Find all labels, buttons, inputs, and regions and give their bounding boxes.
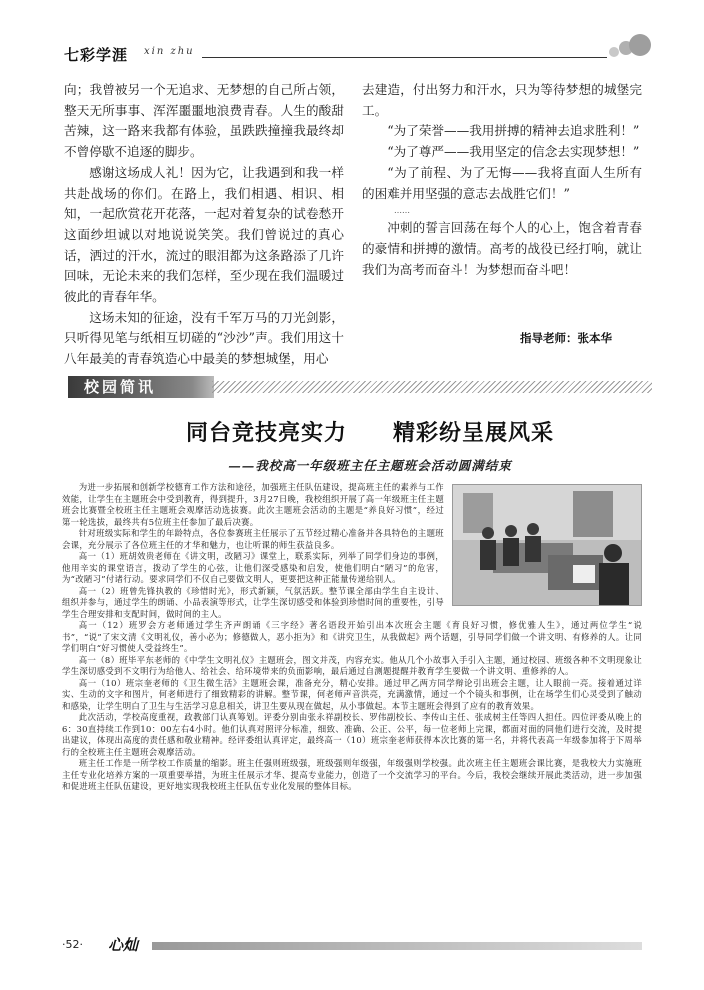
essay-paragraph: 冲刺的誓言回荡在每个人的心上，饱含着青春的豪情和拼搏的激情。高考的战役已经打响，就让我们为高考而奋斗！为梦想而奋斗吧！	[362, 220, 642, 277]
news-section-label: 校园简讯	[68, 376, 214, 398]
meeting-photo-image	[453, 485, 641, 605]
news-paragraph: 高一（8）班毕平东老师的《中学生文明礼仪》主题班会，图文并茂，内容充实。他从几个小故事入手引入主题，通过校园、班级各种不文明现象让学生深切感受到不文明行为给他人、给社会、给环境带来的负面影响，最后通过自测题提醒并教育学生要做一个讲文明、重修养的人。	[62, 654, 642, 676]
header-rule	[202, 57, 607, 58]
news-paragraph: 针对班级实际和学生的年龄特点，各位参赛班主任展示了五节经过精心准备并各具特色的主题班会课，充分展示了各位班主任的才华和魅力，也让听课的师生获益良多。	[62, 528, 444, 550]
news-paragraph: 此次活动，学校高度重视，政教部门认真筹划。评委分别由张永祥副校长、罗伟副校长、李传山主任、张成树主任等四人担任。四位评委从晚上的6：30直持续工作到10：00左右4小时。他们认真对照评分标准，细致、准确、公正、公平，每一位老师上完课，都面对面的同他们进行交流，及时提出建议，体现出高度的责任感和敬业精神。经评委组认真评定，最终高一（10）班宗奎老师获得本次比赛的第一名，并将代表高一年级参加将于下周举行的全校班主任主题班会观摩活动。	[62, 712, 642, 757]
footer-rule	[152, 942, 642, 950]
news-section-bar	[62, 374, 652, 400]
decorative-stripes	[212, 381, 652, 393]
news-paragraph: 高一（2）班曾先锋执教的《珍惜时光》，形式新颖，气氛活跃。整节课全部由学生自主设计、组织并参与，通过学生的朗诵、小品表演等形式，让学生深切感受和体验到珍惜时间的重要性，引导学生合理安排和支配时间，做时间的主人。	[62, 585, 444, 619]
essay-paragraph: “为了荣誉——我用拼搏的精神去追求胜利！”	[387, 123, 640, 139]
news-subheadline: ——我校高一年级班主任主题班会活动圆满结束	[228, 458, 512, 473]
news-headline: 同台竞技亮实力 精彩纷呈展风采	[185, 420, 554, 446]
teacher-signature: 指导老师：张本华	[520, 331, 612, 345]
essay-paragraph: 感谢这场成人礼！因为它，让我遇到和我一样共赴战场的你们。在路上，我们相遇、相识、相知，一起欣赏花开花落，一起对着复杂的试卷愁开这面纱坦诚以对地说说笑笑。我们曾说过的真心话，洒过的汗水，流过的眼泪都为这条路添了几许回味，无论未来的我们怎样，至少现在我们温暖过彼此的青春年华。	[64, 164, 344, 305]
essay-right-column	[362, 80, 642, 280]
page-header	[62, 30, 652, 70]
essay-paragraph: 向；我曾被另一个无追求、无梦想的自己所占领，整天无所事事、浑浑噩噩地浪费青春。人生的酸甜苦辣，这一路来我都有体验，虽跌跌撞撞我最终却不曾停歇不追逐的脚步。	[64, 82, 344, 160]
essay-separator: ……	[394, 206, 410, 216]
news-paragraph: 为进一步拓展和创新学校德育工作方法和途径，加强班主任队伍建设，提高班主任的素养与工作效能，让学生在主题班会中受到教育，得到提升，3月27日晚，我校组织开展了高一年级班主任主题班会比赛暨全校班主任主题班会观摩活动选拔赛。此次主题班会活动的主题是“养良好习惯”，经过第一轮选拔，最终共有5位班主任参加了最后决赛。	[62, 482, 444, 527]
section-pinyin: xin zhu	[144, 46, 195, 57]
meeting-photo	[452, 484, 642, 606]
news-article	[62, 482, 642, 793]
news-paragraph: 高一（12）班罗会方老师通过学生齐声朗诵《三字经》著名语段开始引出本次班会主题《育良好习惯，修优雅人生》，通过两位学生“说书”，“说”了宋文清《文明礼仪，善小必为；修德做人，恶小拒为》和《讲究卫生，从我做起》两个话题，引导同学们做一个讲文明、有修养的人。让同学们明白“好习惯使人受益终生”。	[62, 620, 642, 653]
news-paragraph: 高一（1）班胡效贵老师在《讲文明，改陋习》课堂上，联系实际，列举了同学们身边的事例，他用辛实的课堂语言，拨动了学生的心弦，让他们深受感染和启发，使他们明白“陋习”的危害，为“改陋习”付诸行动。要求同学们不仅自己要做文明人，更要把这种正能量传递给别人。	[62, 551, 444, 584]
news-paragraph: 高一（10）班宗奎老师的《卫生微生活》主题班会课，准备充分，精心安排。通过甲乙两方同学辩论引出班会主题，让人眼前一亮。接着通过详实、生动的文字和图片，何老师进行了细致精彩的讲解。整节课，何老师声音洪亮，充满激情，通过一个个镜头和事例，让在场学生们心灵受到了触动和感染，让学生明白了卫生与生活学习息息相关，讲卫生要从现在做起，从小事做起。本节主题班会得到了应有的教育效果。	[62, 677, 642, 711]
essay-paragraph: “为了尊严——我用坚定的信念去实现梦想！”	[387, 144, 640, 160]
footer-brand: 心灿	[108, 936, 139, 954]
page-number: ·52·	[62, 938, 83, 951]
essay-paragraph: “为了前程、为了无悔——我将直面人生所有的困难并用坚强的意志去战胜它们！”	[362, 164, 642, 201]
essay-paragraph: 这场未知的征途，没有千军万马的刀光剑影，只听得见笔与纸相互切磋的“沙沙”声。我们用这十八年最美的青春筑造心中最美的梦想城堡，用心	[64, 309, 344, 367]
decorative-circles-icon	[602, 30, 652, 66]
essay-left-column	[64, 80, 344, 370]
essay-paragraph: 去建造，付出努力和汗水，只为等待梦想的城堡完工。	[362, 82, 642, 118]
news-paragraph: 班主任工作是一所学校工作质量的缩影。班主任强则班级强，班级强则年级强，年级强则学校强。此次班主任主题班会课比赛，是我校大力实施班主任专业化培养方案的一项重要举措，为班主任展示才华、提高专业能力，创造了一个交流学习的平台。今后，我校会继续开展此类活动，进一步加强和促进班主任队伍建设，更好地实现我校班主任队伍专业化发展的整体目标。	[62, 758, 642, 791]
section-title: 七彩学涯	[64, 46, 129, 64]
